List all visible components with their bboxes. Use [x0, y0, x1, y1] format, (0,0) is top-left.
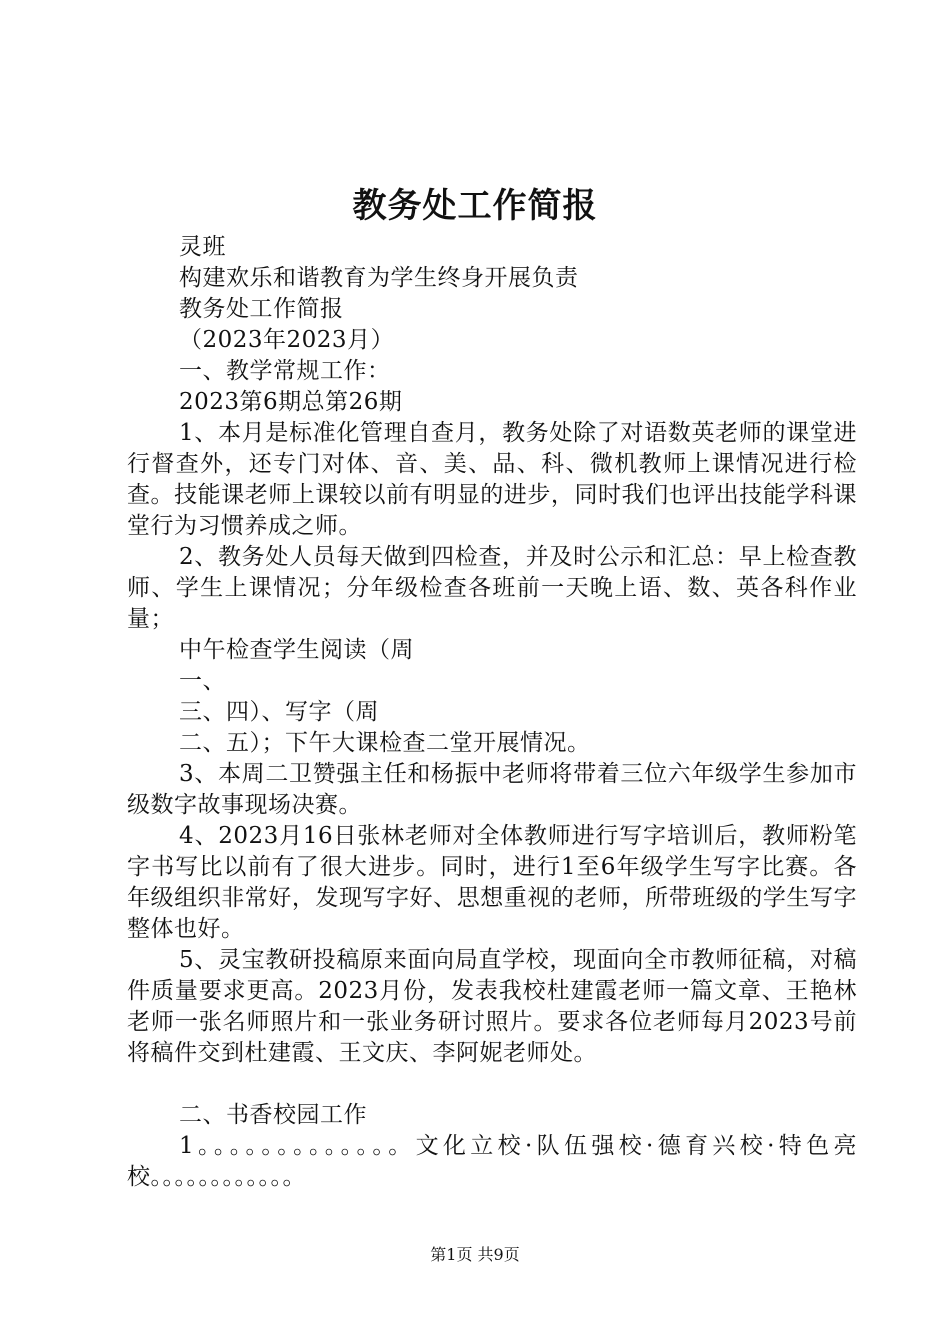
paragraph: 5、灵宝教研投稿原来面向局直学校，现面向全市教师征稿，对稿件质量要求更高。2023月份，发表我校杜建霞老师一篇文章、王艳林老师一张名师照片和一张业务研讨照片。要求各位老师每月2023号前将稿件交到杜建霞、王文庆、李阿妮老师处。 — [127, 947, 857, 1066]
paragraph: 1。。。。。。。。。。。。。文化立校·队伍强校·德育兴校·特色亮校。。。。。。。。。。。。 — [127, 1133, 857, 1190]
paragraph: 三、四）、写字（周 — [179, 699, 379, 725]
paragraph: 灵班 — [179, 234, 226, 260]
section-heading: 一、教学常规工作： — [179, 358, 391, 384]
paragraph: 4、2023月16日张林老师对全体教师进行写字培训后，教师粉笔字书写比以前有了很大进步。同时，进行1至6年级学生写字比赛。各年级组织非常好，发现写字好、思想重视的老师，所带班级的学生写字整体也好。 — [127, 823, 857, 942]
paragraph: 教务处工作简报 — [179, 296, 344, 322]
paragraph: 一、 — [179, 668, 226, 694]
page-number-footer: 第1页 共9页 — [430, 1245, 520, 1264]
document-body — [127, 232, 857, 1193]
paragraph: 2、教务处人员每天做到四检查，并及时公示和汇总：早上检查教师、学生上课情况；分年级检查各班前一天晚上语、数、英各科作业量； — [127, 544, 857, 632]
paragraph: 1、本月是标准化管理自查月，教务处除了对语数英老师的课堂进行督查外，还专门对体、音、美、品、科、微机教师上课情况进行检查。技能课老师上课较以前有明显的进步，同时我们也评出技能学科课堂行为习惯养成之师。 — [127, 420, 857, 539]
paragraph: 构建欢乐和谐教育为学生终身开展负责 — [179, 265, 579, 291]
paragraph: 二、五）；下午大课检查二堂开展情况。 — [179, 730, 591, 756]
paragraph: 3、本周二卫赞强主任和杨振中老师将带着三位六年级学生参加市级数字故事现场决赛。 — [127, 761, 857, 818]
paragraph: 中午检查学生阅读（周 — [179, 637, 414, 663]
paragraph: 2023第6期总第26期 — [179, 389, 403, 415]
section-heading: 二、书香校园工作 — [179, 1102, 367, 1128]
paragraph: （2023年2023月） — [179, 327, 395, 353]
document-title: 教务处工作简报 — [352, 186, 598, 226]
